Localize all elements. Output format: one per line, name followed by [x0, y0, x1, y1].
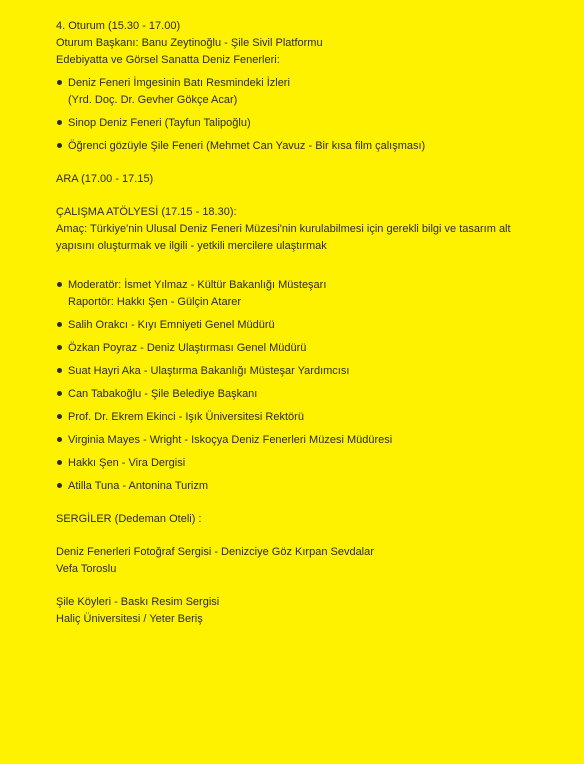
exhibition-artist: Vefa Toroslu [56, 563, 117, 575]
participant-text: Özkan Poyraz - Deniz Ulaştırması Genel Müdürü [68, 342, 307, 354]
list-item [56, 340, 576, 357]
participant-text: Virginia Mayes - Wright - Iskoçya Deniz Fenerleri Müzesi Müdüresi [68, 434, 393, 446]
participant-text: Raportör: Hakkı Şen - Gülçin Atarer [68, 296, 242, 308]
bullet-icon [57, 460, 62, 465]
bullet-icon [57, 120, 62, 125]
session-title: 4. Oturum (15.30 - 17.00) [56, 20, 181, 32]
workshop-title: ÇALIŞMA ATÖLYESİ (17.15 - 18.30): [56, 206, 237, 218]
session-chair: Oturum Başkanı: Banu Zeytinoğlu - Şile Sivil Platformu [56, 37, 323, 49]
session-topic: Edebiyatta ve Görsel Sanatta Deniz Fenerleri: [56, 54, 280, 66]
list-item [56, 363, 576, 380]
break-heading: ARA (17.00 - 17.15) [56, 173, 154, 185]
list-item [56, 409, 576, 426]
exhibition-name: Şile Köyleri - Baskı Resim Sergisi [56, 596, 220, 608]
bullet-icon [57, 143, 62, 148]
bullet-icon [57, 391, 62, 396]
session-talk-list [56, 75, 576, 155]
list-item [56, 386, 576, 403]
talk-title: Öğrenci gözüyle Şile Feneri (Mehmet Can Yavuz - Bir kısa film çalışması) [68, 140, 426, 152]
bullet-icon [57, 282, 62, 287]
bullet-icon [57, 437, 62, 442]
bullet-icon [57, 345, 62, 350]
list-item [56, 277, 576, 311]
talk-title: Sinop Deniz Feneri (Tayfun Talipoğlu) [68, 117, 251, 129]
exhibition-artist: Haliç Üniversitesi / Yeter Beriş [56, 613, 203, 625]
exhibition-name: Deniz Fenerleri Fotoğraf Sergisi - Denizciye Göz Kırpan Sevdalar [56, 546, 374, 558]
bullet-icon [57, 483, 62, 488]
participant-text: Prof. Dr. Ekrem Ekinci - Işık Üniversitesi Rektörü [68, 411, 304, 423]
list-item [56, 115, 576, 132]
participant-text: Hakkı Şen - Vira Dergisi [68, 457, 186, 469]
bullet-icon [57, 322, 62, 327]
list-item [56, 432, 576, 449]
workshop-participant-list [56, 277, 576, 495]
list-item [56, 75, 576, 109]
participant-text: Suat Hayri Aka - Ulaştırma Bakanlığı Müsteşar Yardımcısı [68, 365, 350, 377]
talk-title: Deniz Feneri İmgesinin Batı Resmindeki İzleri [68, 77, 290, 89]
participant-text: Salih Orakcı - Kıyı Emniyeti Genel Müdürü [68, 319, 275, 331]
participant-text: Can Tabakoğlu - Şile Belediye Başkanı [68, 388, 258, 400]
list-item [56, 138, 576, 155]
talk-speaker: (Yrd. Doç. Dr. Gevher Gökçe Acar) [68, 94, 238, 106]
bullet-icon [57, 80, 62, 85]
workshop-aim: Amaç: Türkiye'nin Ulusal Deniz Feneri Müzesi'nin kurulabilmesi için gerekli bilgi ve tasarım alt yapısını oluşturmak ve ilgili - yetkili mercilere ulaştırmak [56, 223, 511, 252]
list-item [56, 478, 576, 495]
bullet-icon [57, 414, 62, 419]
participant-text: Atilla Tuna - Antonina Turizm [68, 480, 209, 492]
list-item [56, 317, 576, 334]
exhibitions-title: SERGİLER (Dedeman Oteli) : [56, 513, 202, 525]
participant-text: Moderatör: İsmet Yılmaz - Kültür Bakanlığı Müsteşarı [68, 279, 327, 291]
bullet-icon [57, 368, 62, 373]
list-item [56, 455, 576, 472]
